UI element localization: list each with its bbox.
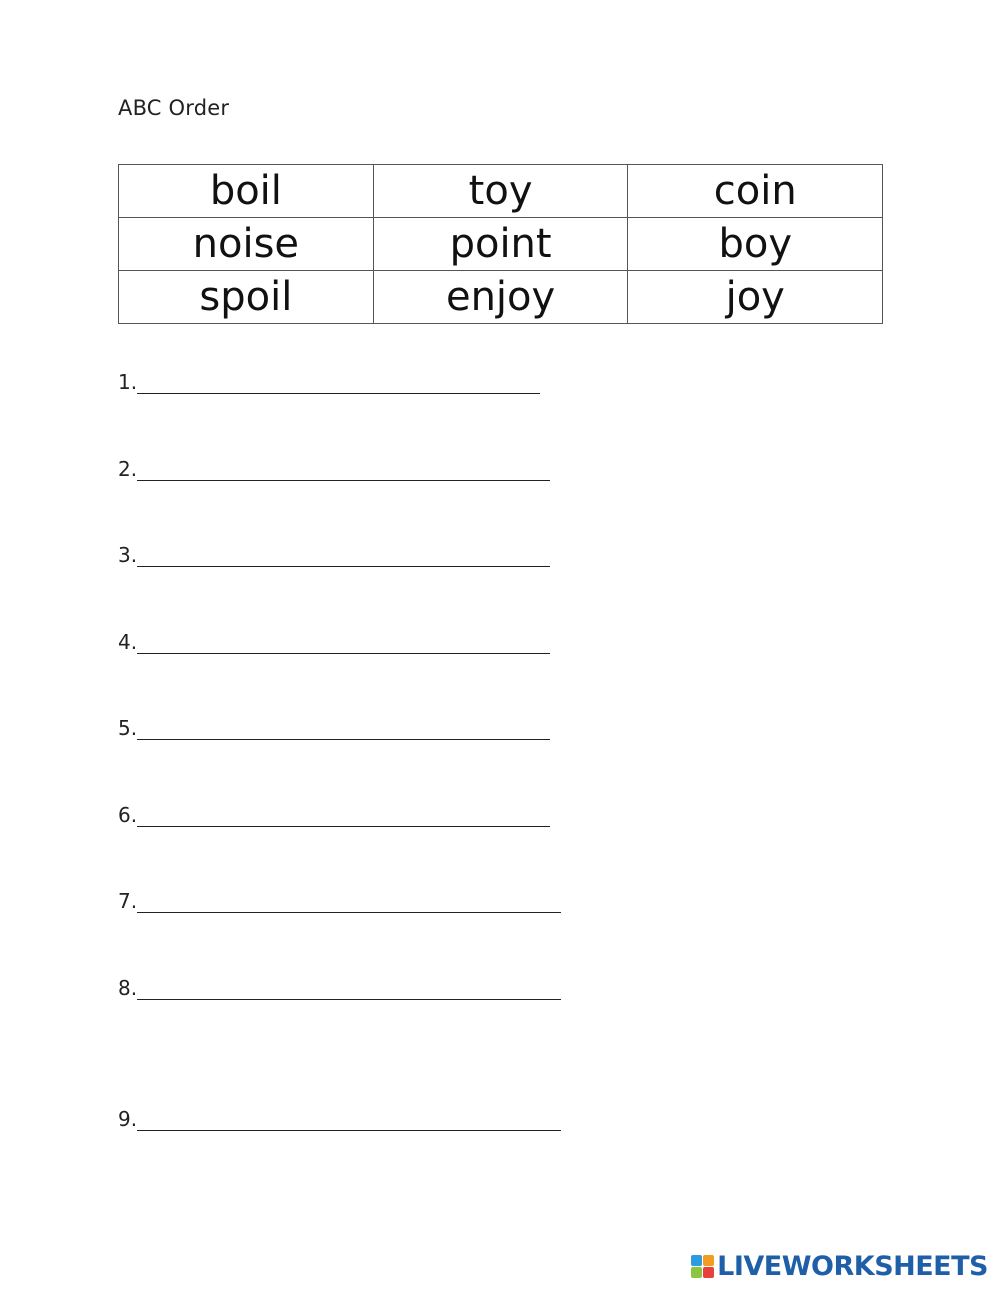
word-cell: noise <box>119 218 374 271</box>
answer-number: 6. <box>118 803 138 827</box>
answer-blank-field[interactable] <box>137 1110 561 1131</box>
answer-line-1 <box>118 372 540 394</box>
word-cell: boy <box>628 218 883 271</box>
answer-number: 4. <box>118 630 138 654</box>
word-bank-row <box>119 165 883 218</box>
word-cell: boil <box>119 165 374 218</box>
answer-line-4 <box>118 632 550 654</box>
answer-line-7 <box>118 891 561 913</box>
word-cell: joy <box>628 271 883 324</box>
word-bank-row <box>119 218 883 271</box>
answer-number: 2. <box>118 457 138 481</box>
answer-number: 1. <box>118 370 138 394</box>
answer-line-9 <box>118 1109 561 1131</box>
brand-name: LIVEWORKSHEETS <box>717 1251 988 1282</box>
word-cell: coin <box>628 165 883 218</box>
answer-blank-field[interactable] <box>137 460 550 481</box>
worksheet-title: ABC Order <box>118 96 230 120</box>
word-cell: enjoy <box>373 271 628 324</box>
answer-blank-field[interactable] <box>137 979 561 1000</box>
answer-line-3 <box>118 545 550 567</box>
answer-number: 7. <box>118 889 138 913</box>
liveworksheets-logo-icon <box>691 1255 714 1278</box>
word-cell: toy <box>373 165 628 218</box>
word-cell: point <box>373 218 628 271</box>
word-bank-row <box>119 271 883 324</box>
liveworksheets-branding <box>691 1251 988 1282</box>
answer-blank-field[interactable] <box>137 719 550 740</box>
answer-line-6 <box>118 805 550 827</box>
word-cell: spoil <box>119 271 374 324</box>
word-bank-table <box>118 164 883 324</box>
answer-blank-field[interactable] <box>137 546 550 567</box>
answer-number: 3. <box>118 543 138 567</box>
answer-line-2 <box>118 459 550 481</box>
answer-number: 9. <box>118 1107 138 1131</box>
answer-blank-field[interactable] <box>137 373 540 394</box>
answer-blank-field[interactable] <box>137 892 561 913</box>
answer-blank-field[interactable] <box>137 633 550 654</box>
answer-number: 5. <box>118 716 138 740</box>
answer-blank-field[interactable] <box>137 806 550 827</box>
answer-line-5 <box>118 718 550 740</box>
answer-number: 8. <box>118 976 138 1000</box>
answer-line-8 <box>118 978 561 1000</box>
